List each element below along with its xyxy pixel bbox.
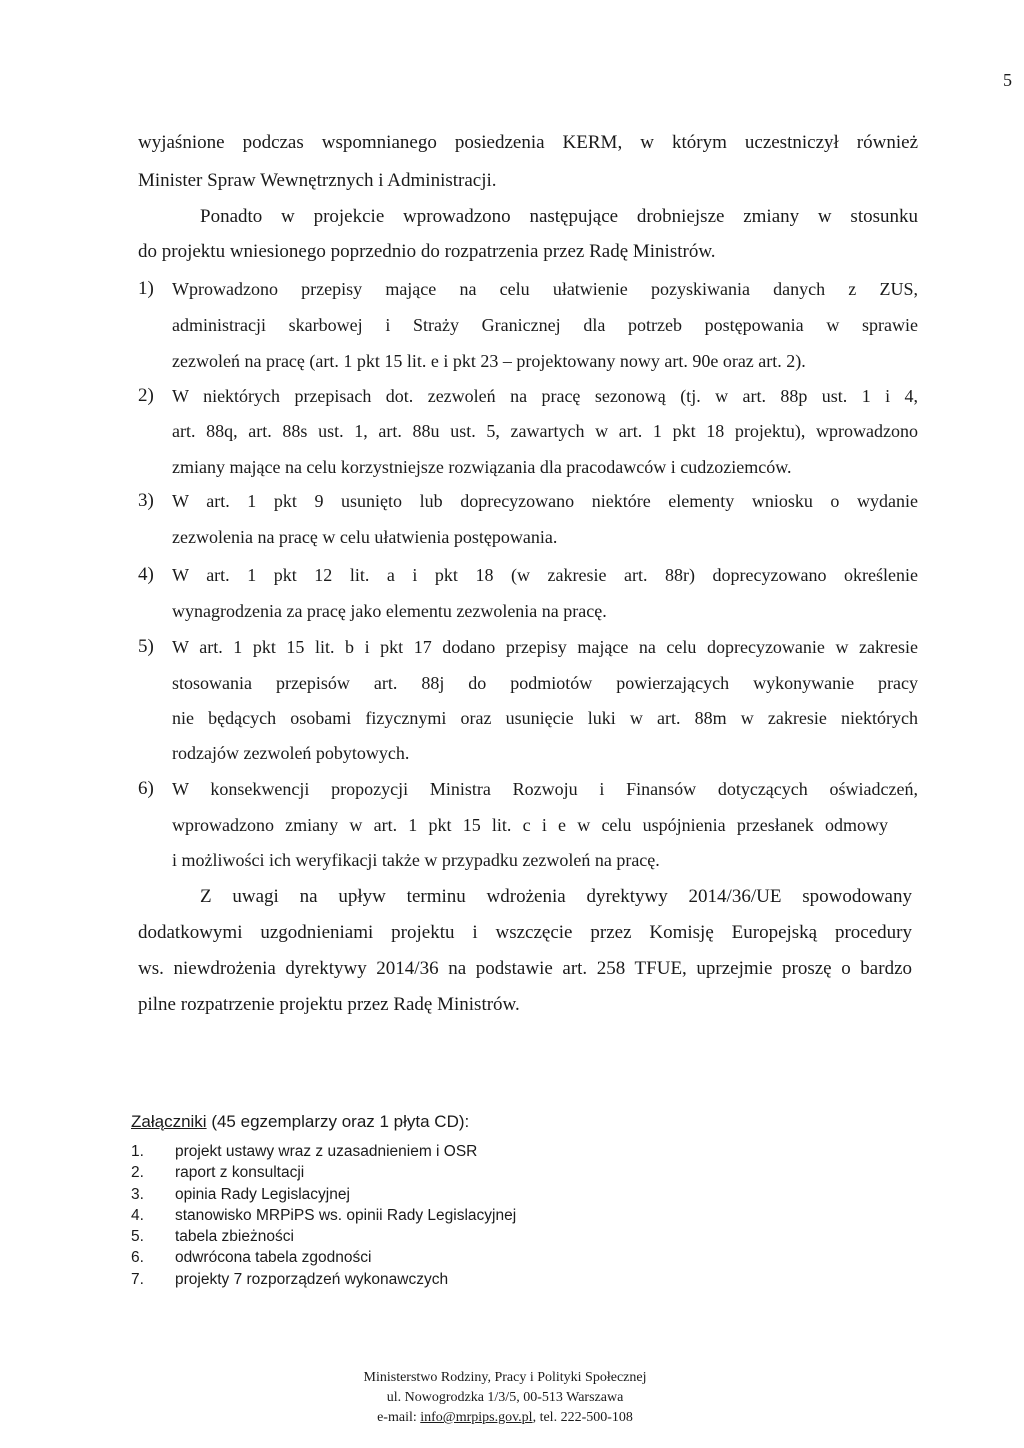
item-3-number: 3) bbox=[138, 490, 154, 511]
footer bbox=[330, 1368, 680, 1428]
intro-line-2: Minister Spraw Wewnętrznych i Administracji. bbox=[138, 170, 497, 191]
item-5-line-2: stosowania przepisów art. 88j do podmiotów powierzających wykonywanie pracy bbox=[172, 673, 918, 693]
item-4-number: 4) bbox=[138, 564, 154, 585]
attachment-2-text: raport z konsultacji bbox=[175, 1164, 305, 1182]
item-6-number: 6) bbox=[138, 778, 154, 799]
footer-email-label: e-mail: bbox=[377, 1410, 421, 1425]
item-4-line-2: wynagrodzenia za pracę jako elementu zezwolenia na pracę. bbox=[172, 601, 607, 621]
item-1-line-1: Wprowadzono przepisy mające na celu ułatwienie pozyskiwania danych z ZUS, bbox=[172, 279, 918, 299]
item-1-line-3: zezwoleń na pracę (art. 1 pkt 15 lit. e i pkt 23 – projektowany nowy art. 90e oraz art. 2). bbox=[172, 351, 806, 371]
item-1-line-2: administracji skarbowej i Straży Granicznej dla potrzeb postępowania w sprawie bbox=[172, 315, 918, 335]
attachment-4-text: stanowisko MRPiPS ws. opinii Rady Legislacyjnej bbox=[175, 1206, 517, 1224]
attachments-title-label: Załączniki bbox=[131, 1112, 207, 1131]
attachments-title-detail: (45 egzemplarzy oraz 1 płyta CD): bbox=[206, 1112, 470, 1131]
attachments-list bbox=[131, 1141, 516, 1290]
item-6-line-3: i możliwości ich weryfikacji także w przypadku zezwoleń na pracę. bbox=[172, 850, 660, 870]
item-4-line-1: W art. 1 pkt 12 lit. a i pkt 18 (w zakresie art. 88r) doprecyzowano określenie bbox=[172, 565, 918, 585]
item-2-line-3: zmiany mające na celu korzystniejsze rozwiązania dla pracodawców i cudzoziemców. bbox=[172, 457, 792, 477]
list-item bbox=[131, 1141, 516, 1162]
attachment-3-text: opinia Rady Legislacyjnej bbox=[175, 1185, 350, 1203]
attachment-6-text: odwrócona tabela zgodności bbox=[175, 1249, 372, 1267]
final-line-2: dodatkowymi uzgodnieniami projektu i wszczęcie przez Komisję Europejską procedury bbox=[138, 922, 912, 943]
attachments-title bbox=[131, 1112, 469, 1132]
attachment-6-number: 6. bbox=[131, 1249, 144, 1267]
attachment-1-number: 1. bbox=[131, 1143, 144, 1160]
item-6-line-1: W konsekwencji propozycji Ministra Rozwoju i Finansów dotyczących oświadczeń, bbox=[172, 779, 918, 799]
list-item bbox=[131, 1205, 516, 1226]
footer-contact bbox=[330, 1408, 680, 1428]
item-2-line-2: art. 88q, art. 88s ust. 1, art. 88u ust. 5, zawartych w art. 1 pkt 18 projektu), wprowadzono bbox=[172, 421, 918, 441]
list-item bbox=[131, 1247, 516, 1268]
footer-ministry-name: Ministerstwo Rodziny, Pracy i Polityki Społecznej bbox=[363, 1370, 647, 1385]
item-3-line-1: W art. 1 pkt 9 usunięto lub doprecyzowano niektóre elementy wniosku o wydanie bbox=[172, 491, 918, 511]
attachment-5-text: tabela zbieżności bbox=[175, 1228, 294, 1246]
attachment-1-text: projekt ustawy wraz z uzasadnieniem i OSR bbox=[175, 1143, 478, 1160]
item-2-number: 2) bbox=[138, 385, 154, 406]
item-5-line-4: rodzajów zezwoleń pobytowych. bbox=[172, 743, 410, 763]
list-item bbox=[131, 1162, 516, 1183]
footer-address: ul. Nowogrodzka 1/3/5, 00-513 Warszawa bbox=[386, 1390, 624, 1405]
attachment-7-text: projekty 7 rozporządzeń wykonawczych bbox=[175, 1270, 449, 1288]
item-5-line-3: nie będących osobami fizycznymi oraz usunięcie luki w art. 88m w zakresie niektórych bbox=[172, 708, 918, 728]
item-6-line-2: wprowadzono zmiany w art. 1 pkt 15 lit. c i e w celu uspójnienia przesłanek odmowy bbox=[172, 815, 888, 835]
attachment-7-number: 7. bbox=[131, 1270, 144, 1288]
list-item bbox=[131, 1269, 516, 1290]
footer-email-link[interactable]: info@mrpips.gov.pl bbox=[420, 1410, 533, 1425]
item-1-number: 1) bbox=[138, 278, 154, 299]
footer-phone: , tel. 222-500-108 bbox=[532, 1410, 633, 1425]
item-2-line-1: W niektórych przepisach dot. zezwoleń na pracę sezonową (tj. w art. 88p ust. 1 i 4, bbox=[172, 386, 918, 406]
attachment-2-number: 2. bbox=[131, 1164, 144, 1182]
item-5-number: 5) bbox=[138, 636, 154, 657]
final-line-4: pilne rozpatrzenie projektu przez Radę Ministrów. bbox=[138, 994, 520, 1015]
page-number: 5 bbox=[1003, 70, 1012, 90]
list-item bbox=[131, 1226, 516, 1247]
attachment-5-number: 5. bbox=[131, 1228, 144, 1246]
intro-line-3: Ponadto w projekcie wprowadzono następujące drobniejsze zmiany w stosunku bbox=[200, 206, 918, 227]
item-5-line-1: W art. 1 pkt 15 lit. b i pkt 17 dodano przepisy mające na celu doprecyzowanie w zakresie bbox=[172, 637, 918, 657]
list-item bbox=[131, 1184, 516, 1205]
final-line-1: Z uwagi na upływ terminu wdrożenia dyrektywy 2014/36/UE spowodowany bbox=[200, 886, 912, 907]
attachment-4-number: 4. bbox=[131, 1206, 144, 1224]
final-line-3: ws. niewdrożenia dyrektywy 2014/36 na podstawie art. 258 TFUE, uprzejmie proszę o bardzo bbox=[138, 958, 912, 979]
intro-line-1: wyjaśnione podczas wspomnianego posiedzenia KERM, w którym uczestniczył również bbox=[138, 132, 918, 153]
attachment-3-number: 3. bbox=[131, 1185, 144, 1203]
intro-line-4: do projektu wniesionego poprzednio do rozpatrzenia przez Radę Ministrów. bbox=[138, 241, 716, 262]
item-3-line-2: zezwolenia na pracę w celu ułatwienia postępowania. bbox=[172, 527, 558, 547]
